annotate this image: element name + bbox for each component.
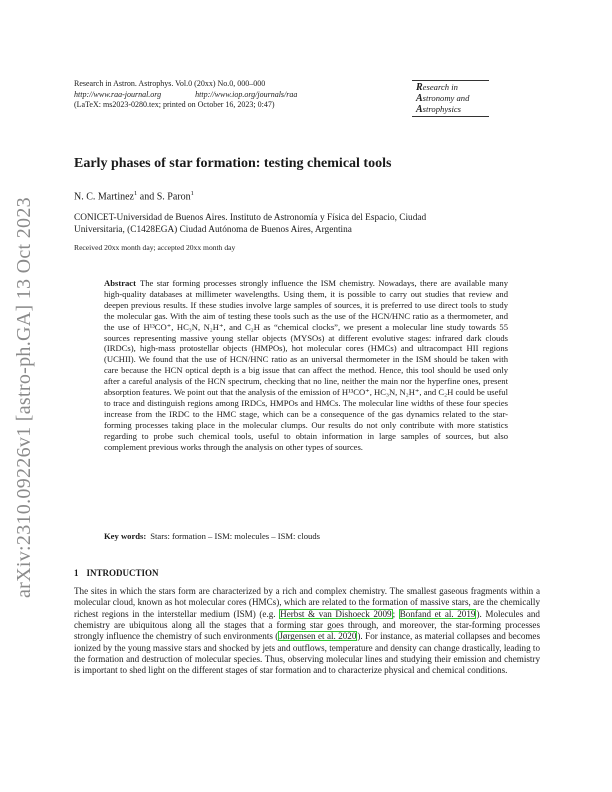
citation-link[interactable]: Herbst & van Dishoeck 2009 (280, 608, 392, 619)
author: N. C. Martinez (74, 191, 134, 203)
journal-url-iop[interactable]: http://www.iop.org/journals/raa (195, 89, 298, 99)
keywords-text: Stars: formation – ISM: molecules – ISM: clouds (150, 531, 320, 541)
section-number: 1 (74, 568, 79, 578)
author: S. Paron (156, 191, 191, 203)
abstract-label: Abstract (104, 278, 136, 288)
tex-line: (LaTeX: ms2023-0280.tex; printed on October 16, 2023; 0:47) (74, 100, 275, 109)
affiliation-marker: 1 (134, 190, 138, 197)
abstract-text: The star forming processes strongly influence the ISM chemistry. Nowadays, there are available many high-quality databases at millimeter wavelengths. Using them, it is possible to carry out studies that review and deepen previous results. If these studies involve large samples of sources, it is preferred to use direct tools to study the molecular gas. With the aim of testing these tools such as the use of the HCN/HNC ratio as a thermometer, and the use of H¹³CO⁺, HC₃N, N₂H⁺, and C₂H as “chemical clocks”, we present a molecular line study towards 55 sources representing massive young stellar objects (MYSOs) at different evolutive stages: infrared dark clouds (IRDCs), high-mass protostellar objects (HMPOs), hot molecular cores (HMCs) and ultracompact HII regions (UCHII). We found that the use of HCN/HNC ratio as an universal thermometer in the ISM should be taken with care because the HCN optical depth is a big issue that can affect the method. Hence, this tool should be used only after a careful analysis of the HCN spectrum, checking that no line, neither the main nor the hyperfine ones, present absorption features. We point out that the analysis of the emission of H¹³CO⁺, HC₃N, N₂H⁺, and C₂H could be useful to trace and distinguish regions among IRDCs, HMPOs and HMCs. The molecular line widths of these four species increase from the IRDC to the HMC stage, which can be a consequence of the gas dynamics related to the star-forming processes taking place in the molecular clumps. Our results do not only contribute with more statistics regarding to probe such chemical tools, useful to obtain information in large samples of sources, but also complement previous works through the analysis on other types of sources. (104, 278, 508, 452)
abstract (104, 278, 508, 453)
journal-line: Research in Astron. Astrophys. Vol.0 (20xx) No.0, 000–000 (74, 79, 266, 88)
keywords-label: Key words: (104, 531, 147, 541)
citation-link[interactable]: Bonfand et al. 2019 (399, 608, 476, 619)
citation-link[interactable]: Jørgensen et al. 2020 (279, 631, 357, 642)
journal-logo: Research in Astronomy and Astrophysics (412, 80, 489, 117)
section-heading (74, 568, 159, 578)
section-title: INTRODUCTION (86, 568, 159, 578)
journal-url[interactable]: http://www.raa-journal.org (74, 89, 162, 99)
arxiv-stamp: arXiv:2310.09226v1 [astro-ph.GA] 13 Oct 2023 (13, 197, 35, 598)
journal-header (74, 79, 297, 111)
keywords (104, 531, 320, 541)
affiliation: CONICET-Universidad de Buenos Aires. Instituto de Astronomía y Física del Espacio, Ciudad Universitaria, (C1428EGA) Ciudad Autónoma de Buenos Aires, Argentina (74, 213, 427, 235)
paper-title: Early phases of star formation: testing chemical tools (74, 156, 392, 171)
affiliation-marker: 1 (190, 190, 194, 197)
author-list: N. C. Martinez$^1$ and S. Paron$^1$ (74, 190, 194, 203)
intro-paragraph: The sites in which the stars form are characterized by a rich and complex chemistry. The smallest gaseous fragments within a molecular cloud, known as hot molecular cores (HMCs), which are related to the formation of massive stars, are the chemically richest regions in the interstellar medium (ISM) (e.g. Herbst & van Dishoeck 2009; Bonfand et al. 2019). Molecules and chemistry are ubiquitous along all the stages that a forming star goes through, and moreover, the star-forming processes strongly influence the chemistry of such environments (Jørgensen et al. 2020). For instance, as material collapses and becomes ionized by the young massive stars and shocked by jets and outflows, temperature and density can change drastically, leading to the formation and destruction of molecular species. Thus, observing molecular lines and studying their emission and chemistry is important to shed light on the different stages of star formation and to characterize physical and chemical conditions. (74, 586, 541, 676)
received-line: Received 20xx month day; accepted 20xx month day (74, 243, 236, 252)
